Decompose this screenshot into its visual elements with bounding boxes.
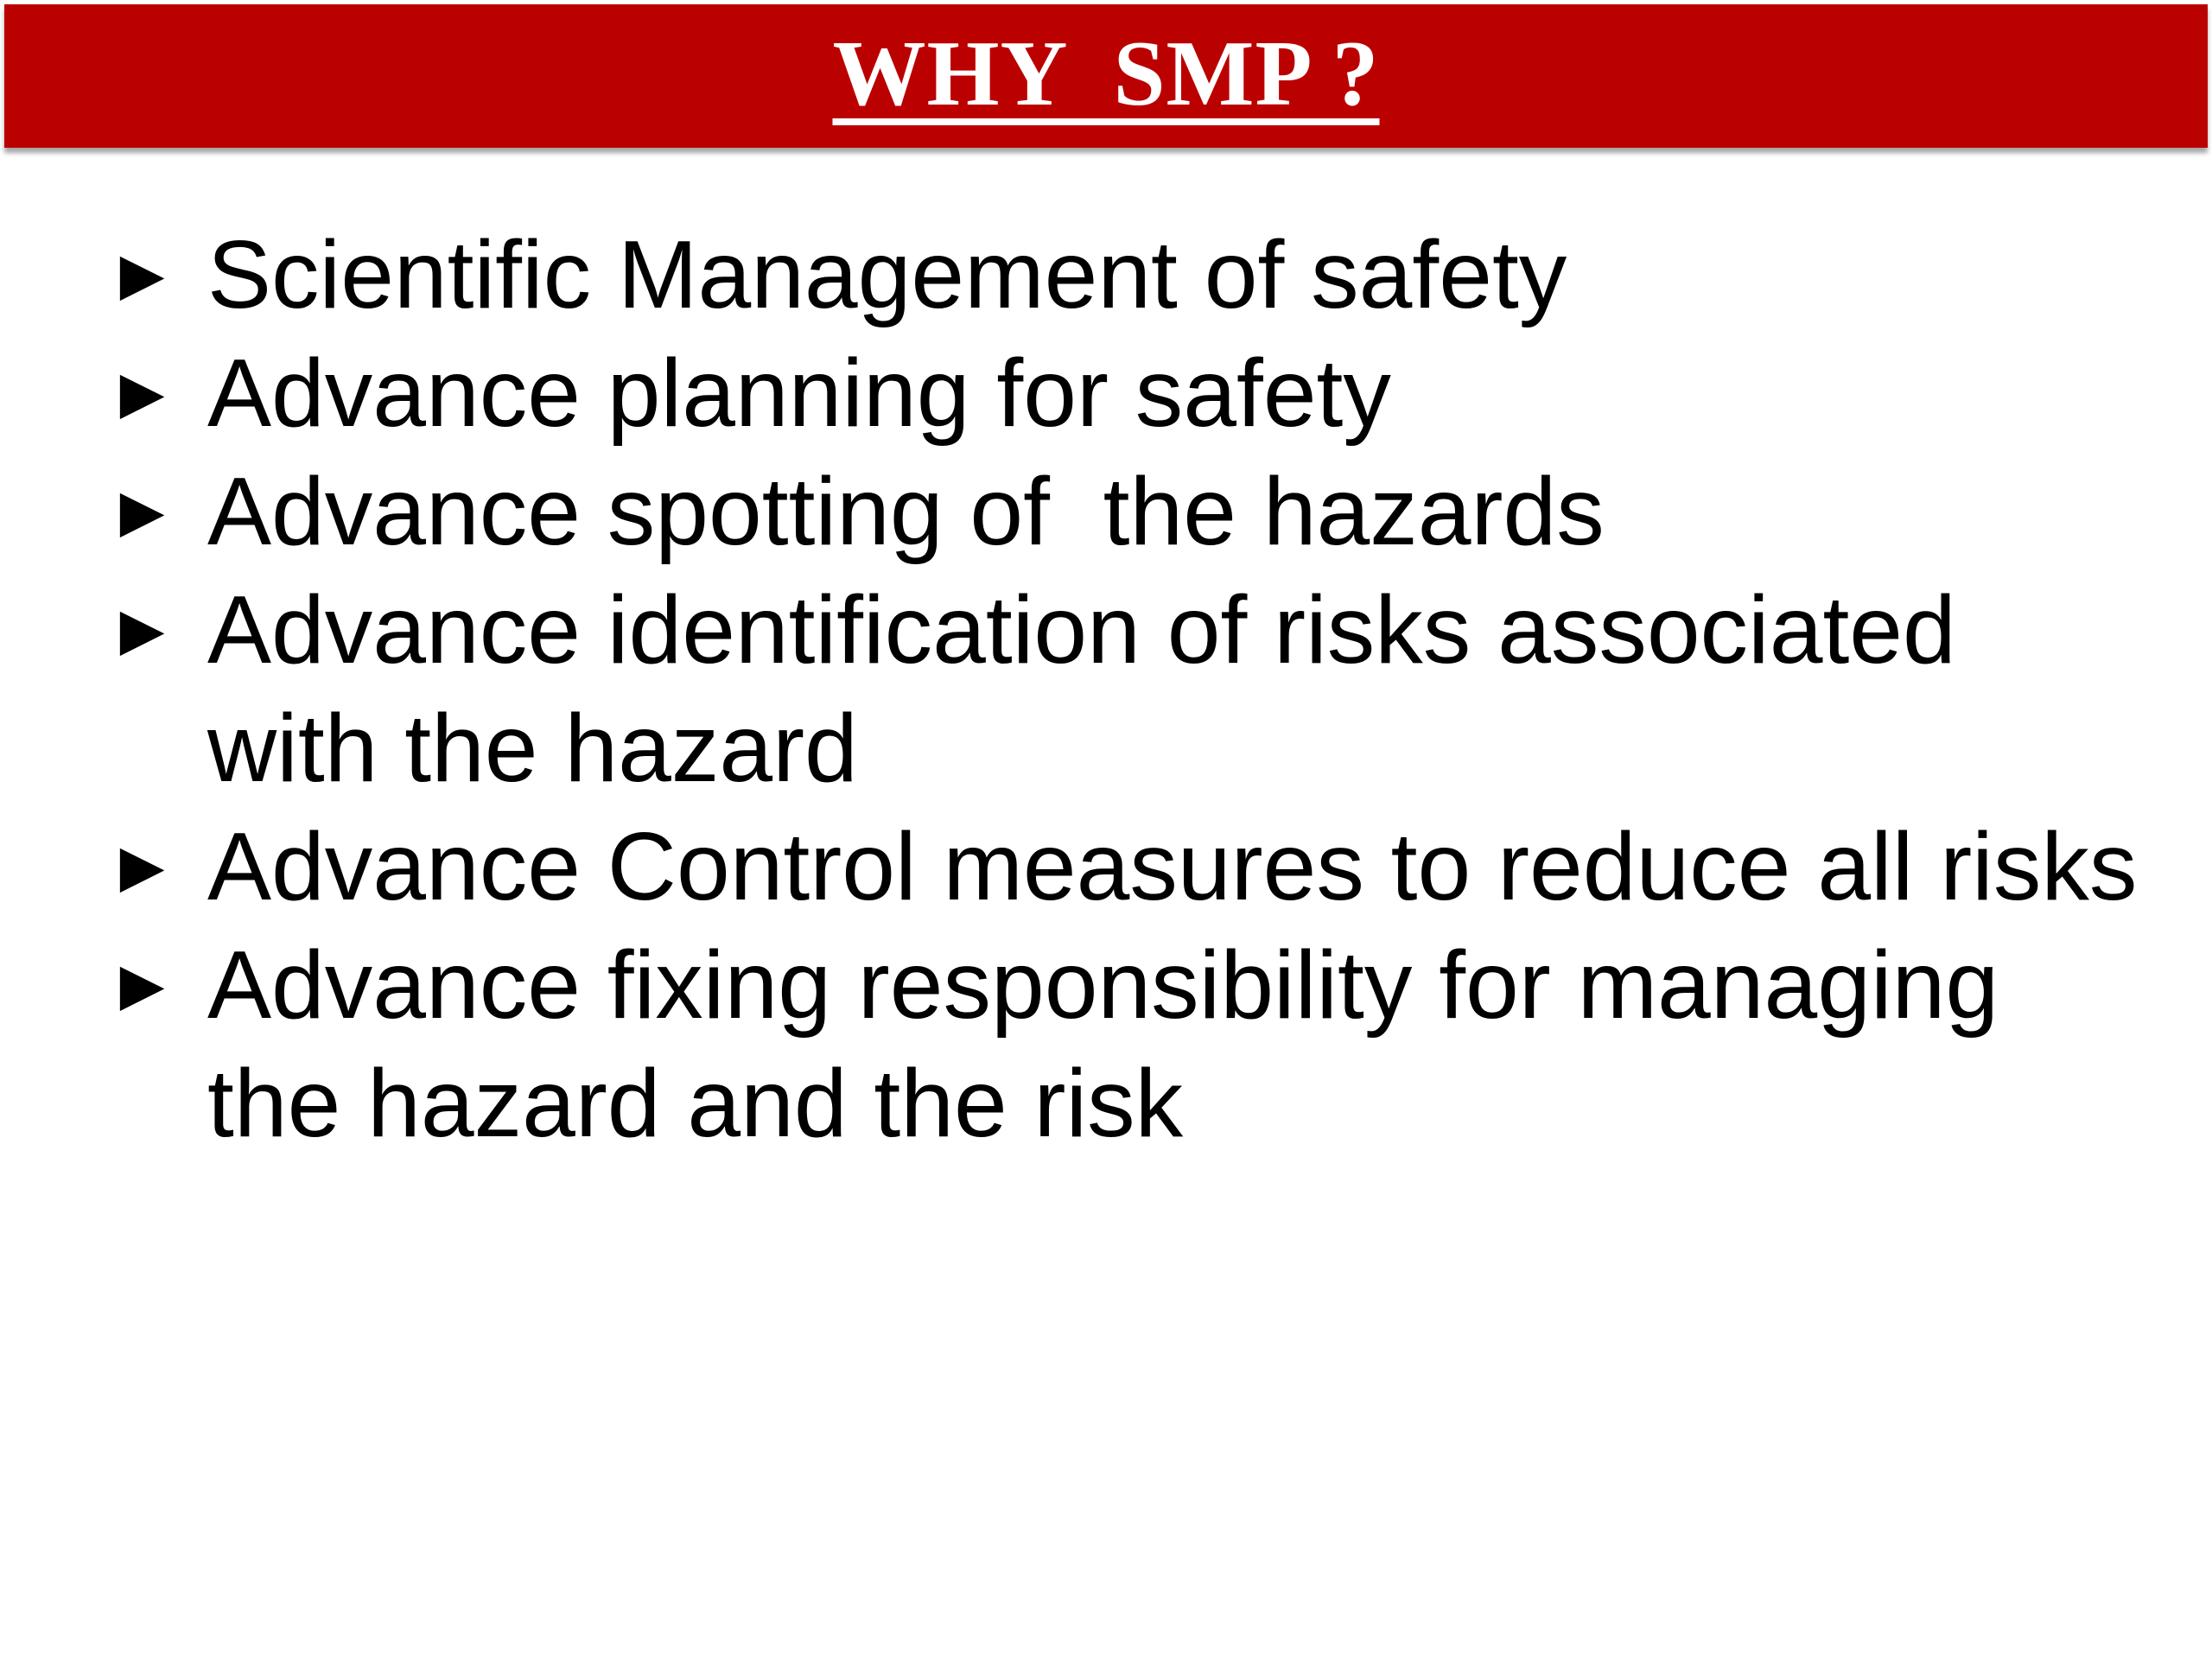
bullet-item bbox=[105, 453, 2145, 571]
triangle-bullet-icon: ► bbox=[105, 944, 180, 1027]
bullet-item bbox=[105, 808, 2145, 926]
triangle-bullet-icon: ► bbox=[105, 470, 180, 553]
bullet-text: Advance identification of risks associated with the hazard bbox=[207, 576, 1983, 802]
bullet-text: Scientific Management of safety bbox=[207, 221, 1567, 328]
title-bar bbox=[4, 4, 2208, 148]
bullet-text: Advance Control measures to reduce all risks bbox=[207, 813, 2138, 920]
triangle-bullet-icon: ► bbox=[105, 233, 180, 316]
bullet-item bbox=[105, 926, 2145, 1163]
bullet-list bbox=[105, 216, 2145, 1163]
bullet-text: Advance planning for safety bbox=[207, 340, 1391, 447]
bullet-item bbox=[105, 571, 2145, 808]
bullet-item bbox=[105, 334, 2145, 453]
triangle-bullet-icon: ► bbox=[105, 588, 180, 671]
triangle-bullet-icon: ► bbox=[105, 825, 180, 908]
bullet-text: Advance spotting of the hazards bbox=[207, 458, 1605, 565]
triangle-bullet-icon: ► bbox=[105, 352, 180, 435]
slide-title: WHY SMP ? bbox=[832, 22, 1380, 125]
bullet-item bbox=[105, 216, 2145, 334]
bullet-text: Advance fixing responsibility for managing the hazard and the risk bbox=[207, 931, 2025, 1157]
